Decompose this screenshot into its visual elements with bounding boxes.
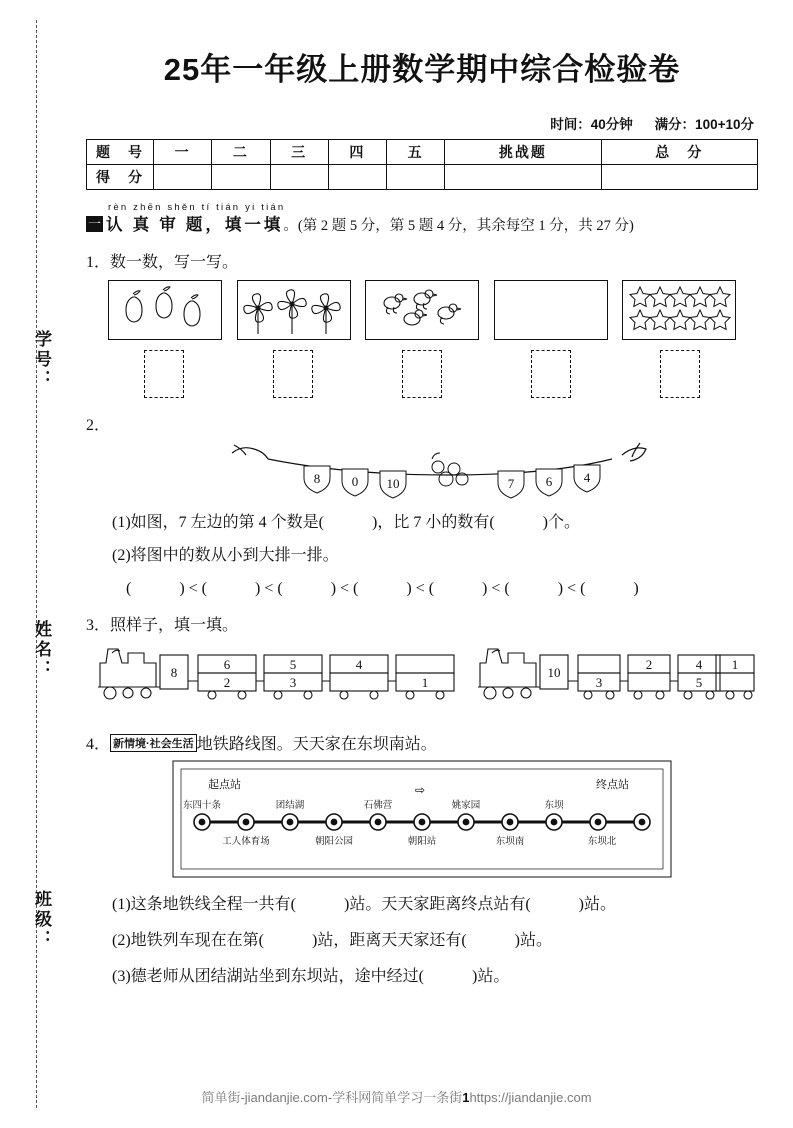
bird-icon [370,285,474,335]
metro-start-label: 起点站 [208,779,241,791]
flag-banner-icon [226,437,656,499]
train-b-top-3: 4 [695,657,703,672]
score-table-col-1: 一 [154,140,212,165]
picture-box-pears [108,280,222,340]
metro-station-top-3: 石佛营 [363,801,393,811]
score-cell-1[interactable] [154,165,212,190]
star-icon [626,285,732,335]
exam-total-score: 满分：100+10分 [654,117,754,132]
table-row [87,165,758,190]
footer-left-text: 简单街-jiandanjie.com-学科网简单学习一条街 [201,1090,463,1105]
page-footer [0,1087,793,1106]
metro-station-bottom-1: 工人体育场 [222,837,270,847]
side-label-class: 班级： [32,890,51,950]
score-cell-4[interactable] [328,165,386,190]
picture-box-stars [622,280,736,340]
picture-box-birds [365,280,479,340]
flag-number-6: 4 [583,470,591,485]
score-table-col-challenge: 挑战题 [445,140,601,165]
question-1-answer-row [86,350,758,398]
question-2-line-2-text: (2)将图中的数从小到大排一排。 [112,547,339,564]
footer-right-text: https://jiandanjie.com [469,1090,592,1105]
score-cell-2[interactable] [212,165,270,190]
picture-box-pinwheels [237,280,351,340]
metro-station-top-1: 东四十条 [182,801,222,811]
metro-station-top-4: 姚家园 [451,801,481,811]
train-a-bottom-2: 3 [289,675,297,690]
train-a-top-3: 4 [355,657,363,672]
train-a-top-2: 5 [289,657,297,672]
score-table-col-total: 总 分 [601,140,757,165]
train-a-bottom-4: 1 [421,675,429,690]
pinwheel-icon [242,284,346,336]
page-number: 1 [462,1090,470,1105]
question-2-line-1-text: (1)如图，7 左边的第 4 个数是( )，比 7 小的数有( )个。 [112,514,580,531]
answer-cell[interactable] [660,350,700,398]
flag-number-2: 0 [351,474,359,489]
side-label-student-id: 学号： [32,330,51,390]
train-b-engine-number: 10 [547,665,561,680]
question-3-trains [86,641,758,717]
flag-number-5: 6 [545,474,553,489]
table-row [87,140,758,165]
question-2-text [86,509,758,598]
picture-box-empty [494,280,608,340]
question-4-line-3 [86,963,758,986]
metro-direction-arrow: ⇨ [414,783,426,797]
score-cell-5[interactable] [387,165,445,190]
answer-cell[interactable] [144,350,184,398]
question-4-line-3-text: (3)德老师从团结湖站坐到东坝站，途中经过( )站。 [112,968,510,985]
metro-station-top-2: 团结湖 [275,801,305,811]
new-context-tag: 新情境·社会生活 [110,734,197,752]
train-b-bottom-1: 3 [595,675,603,690]
section-1-title: 认 真 审 题，填一填 [106,215,284,234]
train-diagram-icon [86,641,758,717]
answer-slot-1 [108,350,220,398]
score-cell-3[interactable] [270,165,328,190]
flag-number-1: 8 [313,471,321,486]
train-a-top-1: 6 [223,657,231,672]
metro-station-bottom-2: 朝阳公园 [314,837,354,847]
question-2-line-1 [86,509,758,532]
question-4-line-2 [86,927,758,950]
answer-cell[interactable] [531,350,571,398]
metro-station-bottom-5: 东坝北 [587,837,617,847]
side-label-column [18,0,54,1128]
question-1-label: 1．数一数，写一写。 [86,254,239,271]
question-2-compare-line[interactable]: ( ) < ( ) < ( ) < ( ) < ( ) < ( ) < ( ) [126,580,639,597]
flag-number-4: 7 [507,476,515,491]
metro-station-bottom-4: 东坝南 [495,837,525,847]
question-4-text [86,891,758,986]
question-4-line-2-text: (2)地铁列车现在在第( )站，距离天天家还有( )站。 [112,932,552,949]
exam-time: 时间：40分钟 [550,117,633,132]
answer-slot-2 [237,350,349,398]
flag-number-3: 10 [386,476,400,491]
section-1-heading [86,202,758,235]
score-table-points-label: 得 分 [87,165,154,190]
score-cell-total[interactable] [601,165,757,190]
score-table [86,139,758,190]
pear-icon [117,285,213,335]
train-a-engine-number: 8 [170,665,178,680]
train-b-top-2: 2 [645,657,653,672]
train-b-top-4: 1 [731,657,739,672]
question-3-label: 3．照样子，填一填。 [86,617,239,634]
page-title: 25年一年级上册数学期中综合检验卷 [163,52,681,87]
section-1-pinyin: rèn zhēn shěn tí tián yi tián [108,202,286,213]
question-4-text: 地铁路线图。天天家在东坝南站。 [196,736,437,753]
score-table-col-2: 二 [212,140,270,165]
answer-slot-4 [495,350,607,398]
score-table-col-3: 三 [270,140,328,165]
question-4-label [86,731,758,754]
metro-line-diagram-icon [172,760,672,878]
metro-station-top-5: 东坝 [544,801,564,811]
question-1-picture-row [86,280,758,340]
score-table-col-4: 四 [328,140,386,165]
answer-cell[interactable] [402,350,442,398]
answer-cell[interactable] [273,350,313,398]
question-4-line-1-text: (1)这条地铁线全程一共有( )站。天天家距离终点站有( )站。 [112,896,616,913]
score-cell-challenge[interactable] [445,165,601,190]
question-4-number: 4． [86,736,111,753]
side-label-name: 姓名： [32,620,51,680]
metro-station-bottom-3: 朝阳站 [407,837,437,847]
section-1-number: 一 [87,216,101,231]
exam-meta [86,113,754,133]
section-1-note: 。(第 2 题 5 分，第 5 题 4 分，其余每空 1 分，共 27 分) [283,218,634,234]
question-4-line-1 [86,891,758,914]
question-2-label: 2． [86,417,111,434]
question-4-metro-map [86,760,758,878]
paper-content [86,26,758,986]
train-b-bottom-3: 5 [695,675,703,690]
score-table-row-label: 题 号 [87,140,154,165]
question-2-line-2 [86,542,758,565]
metro-end-label: 终点站 [596,779,629,791]
answer-slot-5 [624,350,736,398]
score-table-col-5: 五 [387,140,445,165]
train-a-bottom-1: 2 [223,675,231,690]
question-2-banner [86,437,758,499]
answer-slot-3 [366,350,478,398]
